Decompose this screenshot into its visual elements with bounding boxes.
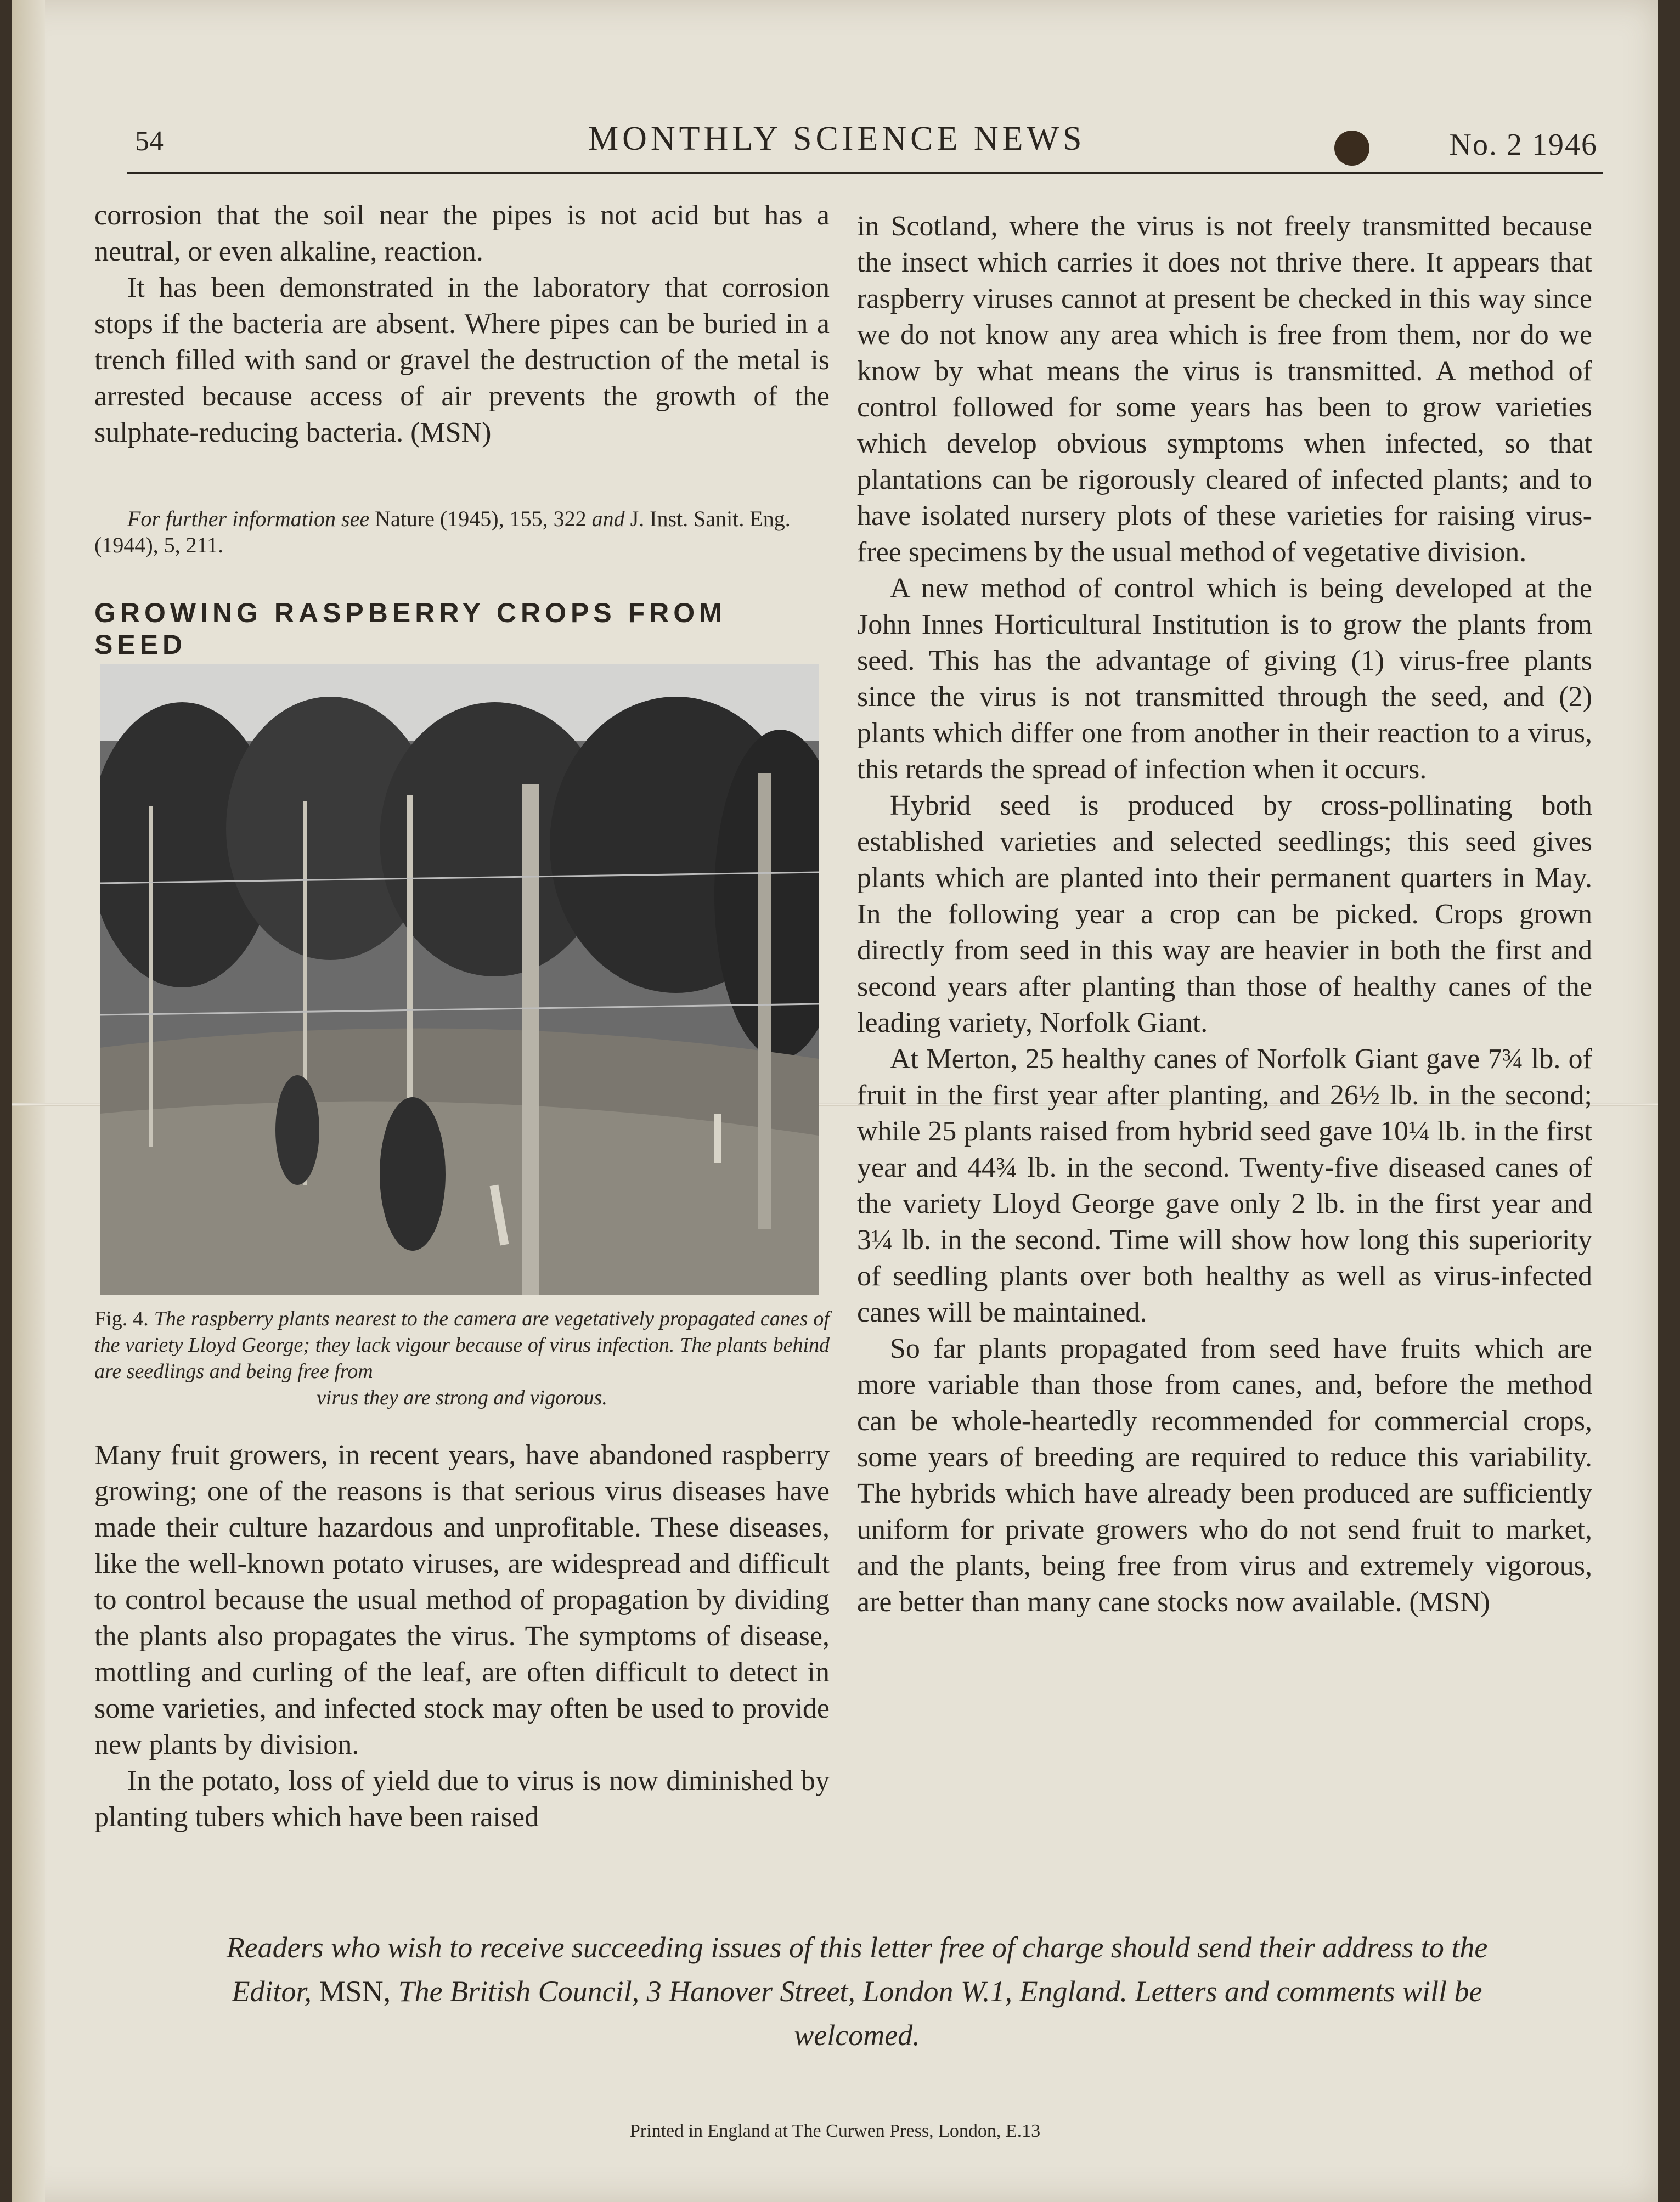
header-rule bbox=[127, 172, 1603, 174]
article-heading: GROWING RASPBERRY CROPS FROM SEED bbox=[94, 597, 726, 660]
further-information-reference: For further information see Nature (1945), 155, 322 and J. Inst. Sanit. Eng. (1944), 5, 211. bbox=[94, 506, 791, 557]
issue-number: No. 2 1946 bbox=[1449, 128, 1598, 162]
printer-imprint: Printed in England at The Curwen Press, London, E.13 bbox=[629, 2121, 1041, 2141]
paragraph: corrosion that the soil near the pipes is not acid but has a neutral, or even alkaline, reaction. bbox=[94, 200, 830, 267]
subscription-note: Readers who wish to receive succeeding issues of this letter free of charge should send their address to the Editor, MSN, The British Council, 3 Hanover Street, London W.1, England. Letters and comments will be welcomed. bbox=[226, 1931, 1488, 2052]
paragraph: in Scotland, where the virus is not freely transmitted because the insect which carries it does not thrive there. It appears that raspberry viruses cannot at present be checked in this way since we do not know any area which is free from them, nor do we know by what means the virus is transmitted. A method of control followed for some years has been to grow varieties which develop obvious symptoms when infected, so that plantations can be rigorously cleared of infected plants; and to have isolated nursery plots of these varieties for raising virus-free specimens by the usual method of vegetative division. bbox=[857, 211, 1592, 568]
raspberry-photo bbox=[100, 664, 819, 1295]
figure-caption bbox=[94, 1306, 830, 1411]
article-column-right bbox=[857, 208, 1592, 1621]
raspberry-photo-drawing bbox=[100, 664, 819, 1295]
paragraph: In the potato, loss of yield due to virus is now diminished by planting tubers which have been raised bbox=[94, 1765, 830, 1833]
page-header bbox=[127, 115, 1603, 170]
caption-text: The raspberry plants nearest to the camera are vegetatively propagated canes of the variety Lloyd George; they lack vigour because of virus infection. The plants behind are seedlings and being free from bbox=[94, 1307, 830, 1383]
paragraph: At Merton, 25 healthy canes of Norfolk Giant gave 7¾ lb. of fruit in the first year after planting, and 26½ lb. in the second; while 25 plants raised from hybrid seed gave 10¼ lb. in the first year and 44¾ lb. in the second. Twenty-five diseased canes of the variety Lloyd George gave only 2 lb. in the first year and 3¼ lb. in the second. Time will show how long this superiority of seedling plants over both healthy as well as virus-infected canes will be maintained. bbox=[857, 1043, 1592, 1328]
paragraph: Hybrid seed is produced by cross-pollinating both established varieties and selected seedlings; this seed gives plants which are planted into their permanent quarters in May. In the following year a crop can be picked. Crops grown directly from seed in this way are heavier in both the first and second years after planting than those of healthy canes of the leading variety, Norfolk Giant. bbox=[857, 790, 1592, 1038]
figure-label: Fig. 4. bbox=[94, 1307, 149, 1330]
magazine-page bbox=[12, 0, 1658, 2202]
paragraph: So far plants propagated from seed have fruits which are more variable than those from canes, and, before the method can be whole-heartedly recommended for commercial crops, some years of breeding are required to reduce this variability. The hybrids which have already been produced are sufficiently uniform for private growers who do not send fruit to market, and the plants, being free from virus and extremely vigorous, are better than many cane stocks now available. (MSN) bbox=[857, 1333, 1592, 1618]
page-number: 54 bbox=[135, 126, 164, 157]
paragraph: A new method of control which is being developed at the John Innes Horticultural Institution is to grow the plants from seed. This has the advantage of giving (1) virus-free plants since the virus is not transmitted through the seed, and (2) plants which differ one from another in their reaction to a virus, this retards the spread of infection when it occurs. bbox=[857, 573, 1592, 785]
paragraph: Many fruit growers, in recent years, have abandoned raspberry growing; one of the reasons is that serious virus diseases have made their culture hazardous and unprofitable. These diseases, like the well-known potato viruses, are widespread and difficult to control because the usual method of propagation by dividing the plants also propagates the virus. The symptoms of disease, mottling and curling of the leaf, are often difficult to detect in some varieties, and infected stock may often be used to provide new plants by division. bbox=[94, 1439, 830, 1760]
page-edge bbox=[12, 0, 45, 2202]
running-title: MONTHLY SCIENCE NEWS bbox=[588, 120, 1086, 157]
previous-article-end bbox=[94, 197, 830, 451]
paragraph: It has been demonstrated in the laboratory that corrosion stops if the bacteria are absent. Where pipes can be buried in a trench filled with sand or gravel the destruction of the metal is arrested because access of air prevents the growth of the sulphate-reducing bacteria. (MSN) bbox=[94, 272, 830, 448]
article-column-left bbox=[94, 1437, 830, 1836]
caption-last-line: virus they are strong and vigorous. bbox=[317, 1386, 607, 1409]
